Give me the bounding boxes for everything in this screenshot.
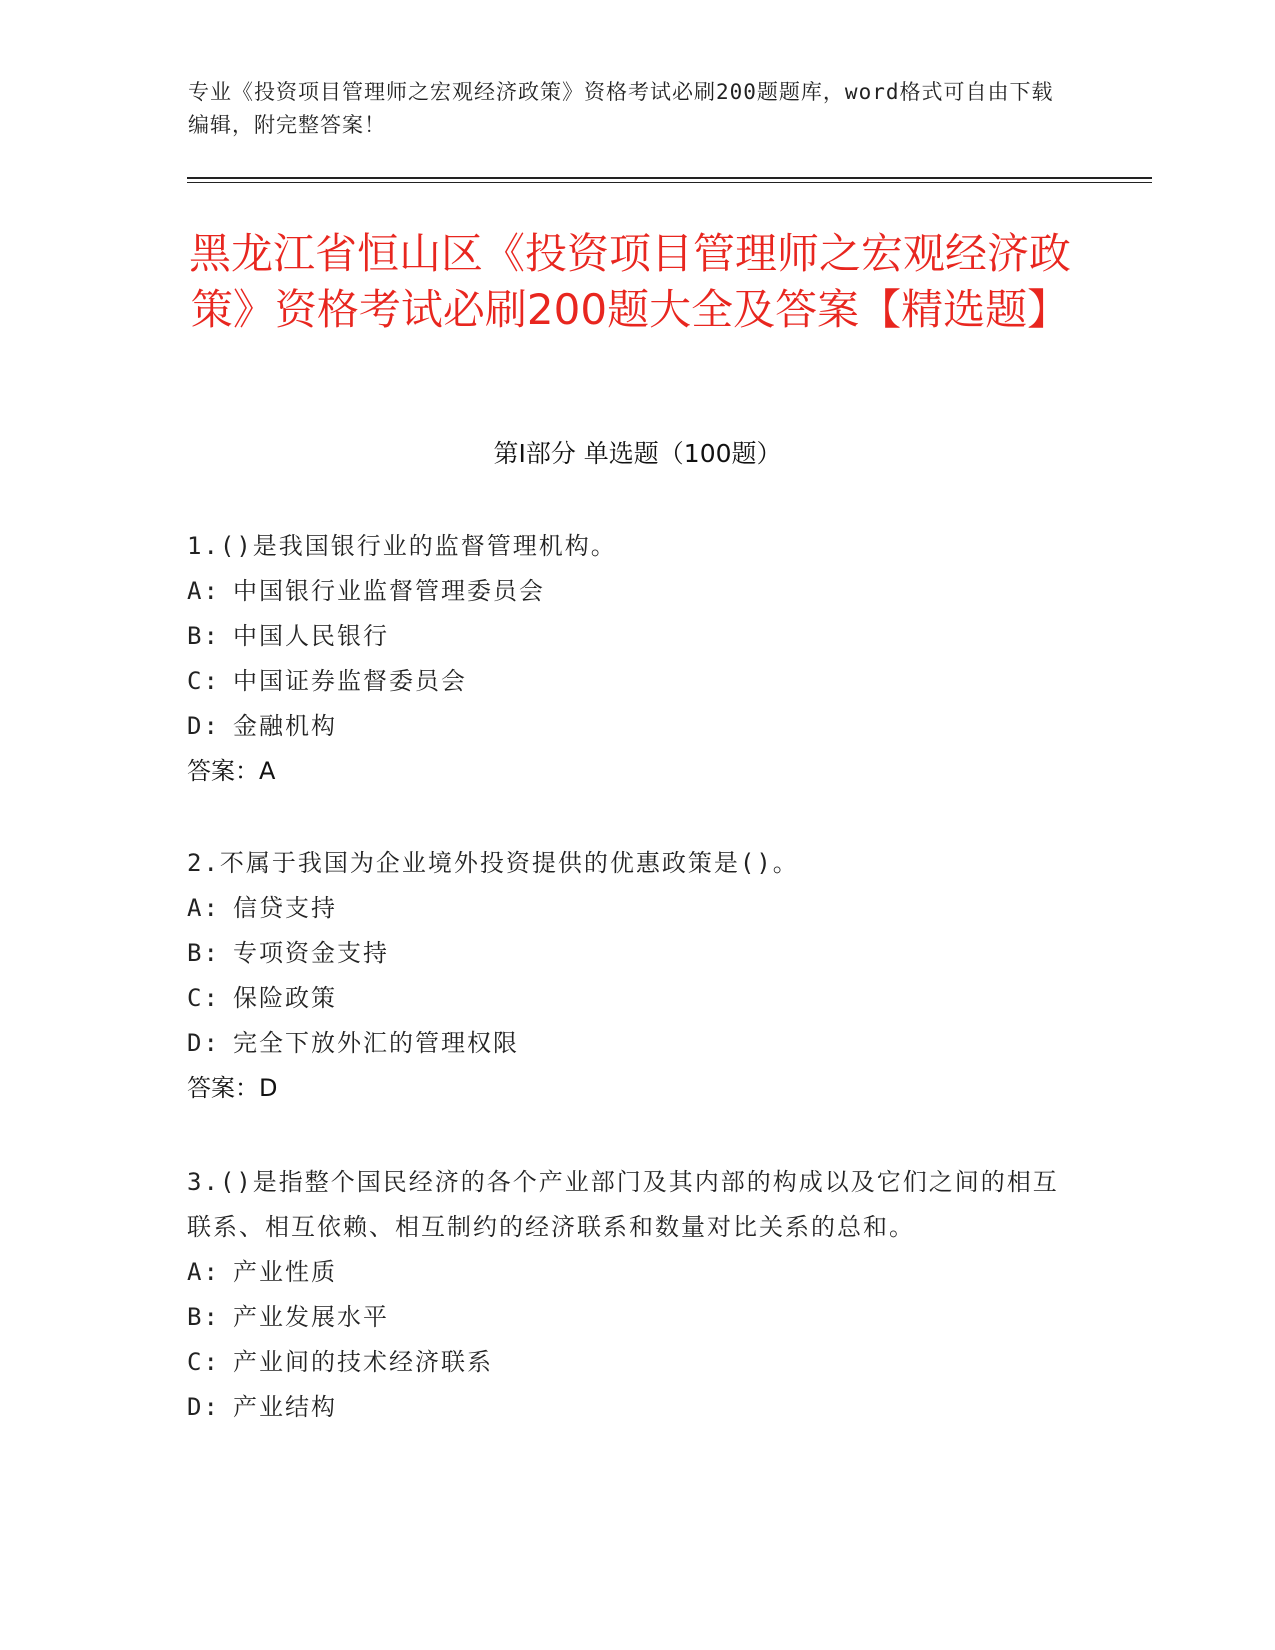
question-stem: 3.()是指整个国民经济的各个产业部门及其内部的构成以及它们之间的相互联系、相互依赖、相互制约的经济联系和数量对比关系的总和。 <box>187 1168 1059 1241</box>
option-key: B: <box>187 622 220 650</box>
option-text: 产业性质 <box>233 1258 337 1286</box>
option-a <box>187 569 1067 614</box>
question-1 <box>187 524 1067 794</box>
option-key: C: <box>187 667 220 695</box>
question-stem: 2.不属于我国为企业境外投资提供的优惠政策是()。 <box>187 849 799 877</box>
option-key: D: <box>187 1393 220 1421</box>
option-d <box>187 1385 1067 1430</box>
question-2 <box>187 841 1067 1111</box>
option-d <box>187 704 1067 749</box>
option-c <box>187 1340 1067 1385</box>
header-divider-thick <box>187 177 1152 179</box>
option-text: 专项资金支持 <box>233 939 389 967</box>
option-key: A: <box>187 1258 220 1286</box>
option-text: 保险政策 <box>233 984 337 1012</box>
option-b <box>187 1295 1067 1340</box>
option-key: D: <box>187 1029 220 1057</box>
option-text: 金融机构 <box>233 712 337 740</box>
option-text: 中国证券监督委员会 <box>233 667 467 695</box>
section-title: 第Ⅰ部分 单选题（100题） <box>493 439 782 468</box>
option-text: 中国人民银行 <box>233 622 389 650</box>
header-note: 专业《投资项目管理师之宏观经济政策》资格考试必刷200题题库，word格式可自由下载编辑，附完整答案！ <box>188 80 1054 137</box>
option-a <box>187 886 1067 931</box>
question-3 <box>187 1160 1067 1430</box>
option-text: 产业发展水平 <box>233 1303 389 1331</box>
option-b <box>187 614 1067 659</box>
document-title: 黑龙江省恒山区《投资项目管理师之宏观经济政策》资格考试必刷200题大全及答案【精选题】 <box>188 229 1071 334</box>
option-a <box>187 1250 1067 1295</box>
option-text: 中国银行业监督管理委员会 <box>233 577 545 605</box>
option-text: 信贷支持 <box>233 894 337 922</box>
option-key: A: <box>187 894 220 922</box>
option-key: C: <box>187 984 220 1012</box>
option-text: 产业结构 <box>233 1393 337 1421</box>
answer: 答案：D <box>187 1074 278 1102</box>
option-d <box>187 1021 1067 1066</box>
option-text: 产业间的技术经济联系 <box>233 1348 493 1376</box>
option-key: B: <box>187 1303 220 1331</box>
option-key: C: <box>187 1348 220 1376</box>
option-b <box>187 931 1067 976</box>
option-key: B: <box>187 939 220 967</box>
option-key: D: <box>187 712 220 740</box>
question-stem: 1.()是我国银行业的监督管理机构。 <box>187 532 617 560</box>
option-c <box>187 659 1067 704</box>
option-text: 完全下放外汇的管理权限 <box>233 1029 519 1057</box>
answer: 答案：A <box>187 757 276 785</box>
option-c <box>187 976 1067 1021</box>
option-key: A: <box>187 577 220 605</box>
header-divider-thin <box>187 182 1152 183</box>
